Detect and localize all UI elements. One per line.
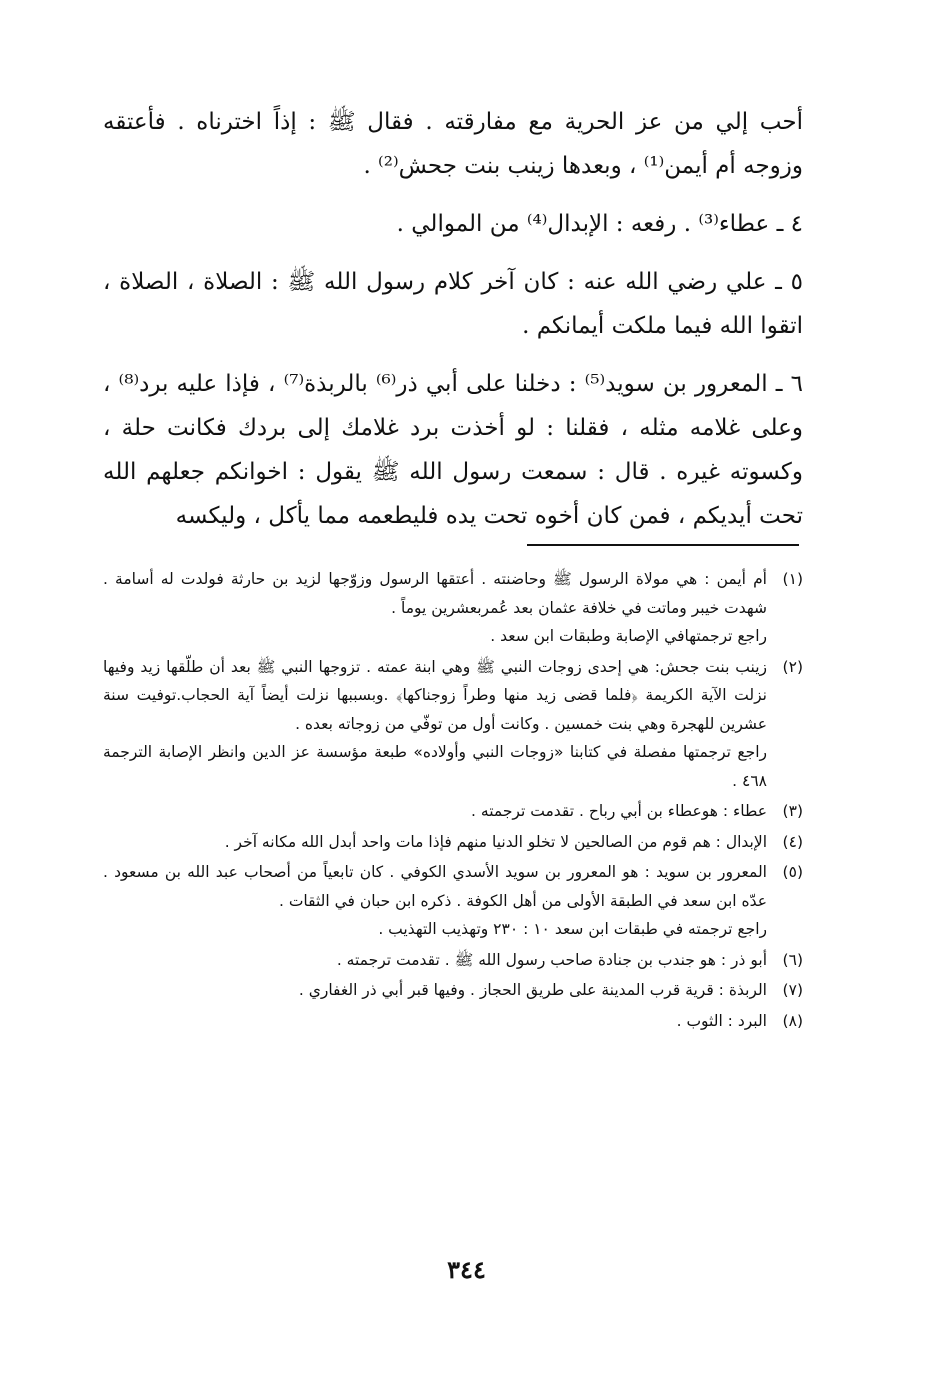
footnote-number: (٧) [782, 981, 803, 999]
footnote-number: (٢) [782, 657, 803, 676]
footnote [103, 976, 803, 1005]
page-number: ٣٤٤ [447, 1255, 486, 1284]
paragraph: أحب إلي من عز الحرية مع مفارقته . فقال ﷺ : إذاً اخترناه . فأعتقه وزوجه أم أيمن⁽¹⁾ ، وبعدها زينب بنت جحش⁽²⁾ . [103, 109, 803, 179]
footnote [103, 653, 803, 796]
footnote-text: عطاء : هوعطاء بن أبي رباح . تقدمت ترجمته . [471, 802, 767, 820]
footnote-separator [527, 544, 799, 546]
footnote-number: (١) [782, 570, 803, 588]
footnote [103, 797, 803, 826]
footnote [103, 565, 803, 651]
footnote-text: أم أيمن : هي مولاة الرسول ﷺ وحاضنته . أعتقها الرسول وزوّجها لزيد بن حارثة فولدت له أسامة . شهدت خيبر وماتت في خلافة عثمان بعد عُمربعشرين يوماً . [103, 570, 767, 617]
footnote-continuation: راجع ترجمته في طبقات ابن سعد ١٠ : ٢٣٠ وتهذيب التهذيب . [378, 920, 767, 938]
footnote [103, 946, 803, 975]
paragraph: ٦ ـ المعرور بن سويد⁽⁵⁾ : دخلنا على أبي ذر⁽⁶⁾ بالربذة⁽⁷⁾ ، فإذا عليه برد⁽⁸⁾ ، وعلى غلامه مثله ، فقلنا : لو أخذت برد غلامك إلى بردك فكانت حلة ، وكسوته غيره . قال : سمعت رسول الله ﷺ يقول : اخوانكم جعلهم الله تحت أيديكم ، فمن كان أخوه تحت يده فليطعمه مما يأكل ، وليكسه [103, 371, 803, 529]
footnote [103, 858, 803, 944]
paragraph: ٤ ـ عطاء⁽³⁾ . رفعه : الإبدال⁽⁴⁾ من الموالي . [396, 211, 803, 237]
footnote-number: (٨) [782, 1011, 803, 1030]
main-text [103, 100, 803, 552]
footnote-text: الإبدال : هم قوم من الصالحين لا تخلو الدنيا منهم فإذا مات واحد أبدل الله مكانه آخر . [224, 832, 767, 851]
footnote [103, 1007, 803, 1036]
footnote-number: (٣) [782, 802, 803, 820]
footnote-number: (٤) [782, 832, 803, 851]
footnotes [103, 565, 803, 1037]
footnote-text: الربذة : قرية قرب المدينة على طريق الحجاز . وفيها قبر أبي ذر الغفاري . [298, 981, 767, 999]
footnote-text: زينب بنت جحش: هي إحدى زوجات النبي ﷺ وهي ابنة عمته . تزوجها النبي ﷺ بعد أن طلّقها زيد وفيها نزلت الآية الكريمة ﴿فلما قضى زيد منها وطراً زوجناكها﴾ .وبسببها نزلت أيضاً آية الحجاب.توفيت سنة عشرين للهجرة وهي بنت خمسين . وكانت أول من توفّي من زوجاته بعده . [103, 657, 767, 733]
footnote-number: (٥) [782, 863, 803, 881]
footnote-number: (٦) [782, 950, 803, 969]
footnote-text: البرد : الثوب . [676, 1011, 767, 1030]
footnote-continuation: راجع ترجمتهافي الإصابة وطبقات ابن سعد . [490, 627, 767, 645]
footnote-continuation: راجع ترجمتها مفصلة في كتابنا «زوجات النبي وأولاده» طبعة مؤسسة عز الدين وانظر الإصابة الترجمة ٤٦٨ . [103, 743, 767, 790]
footnote-text: أبو ذر : هو جندب بن جنادة صاحب رسول الله ﷺ . تقدمت ترجمته . [336, 950, 767, 969]
footnote [103, 828, 803, 857]
paragraph: ٥ ـ علي رضي الله عنه : كان آخر كلام رسول الله ﷺ : الصلاة ، الصلاة ، اتقوا الله فيما ملكت أيمانكم . [103, 269, 803, 339]
footnote-text: المعرور بن سويد : هو المعرور بن سويد الأسدي الكوفي . كان تابعياً من أصحاب عبد الله بن مسعود . عدّه ابن سعد في الطبقة الأولى من أهل الكوفة . ذكره ابن حبان في الثقات . [103, 863, 767, 910]
